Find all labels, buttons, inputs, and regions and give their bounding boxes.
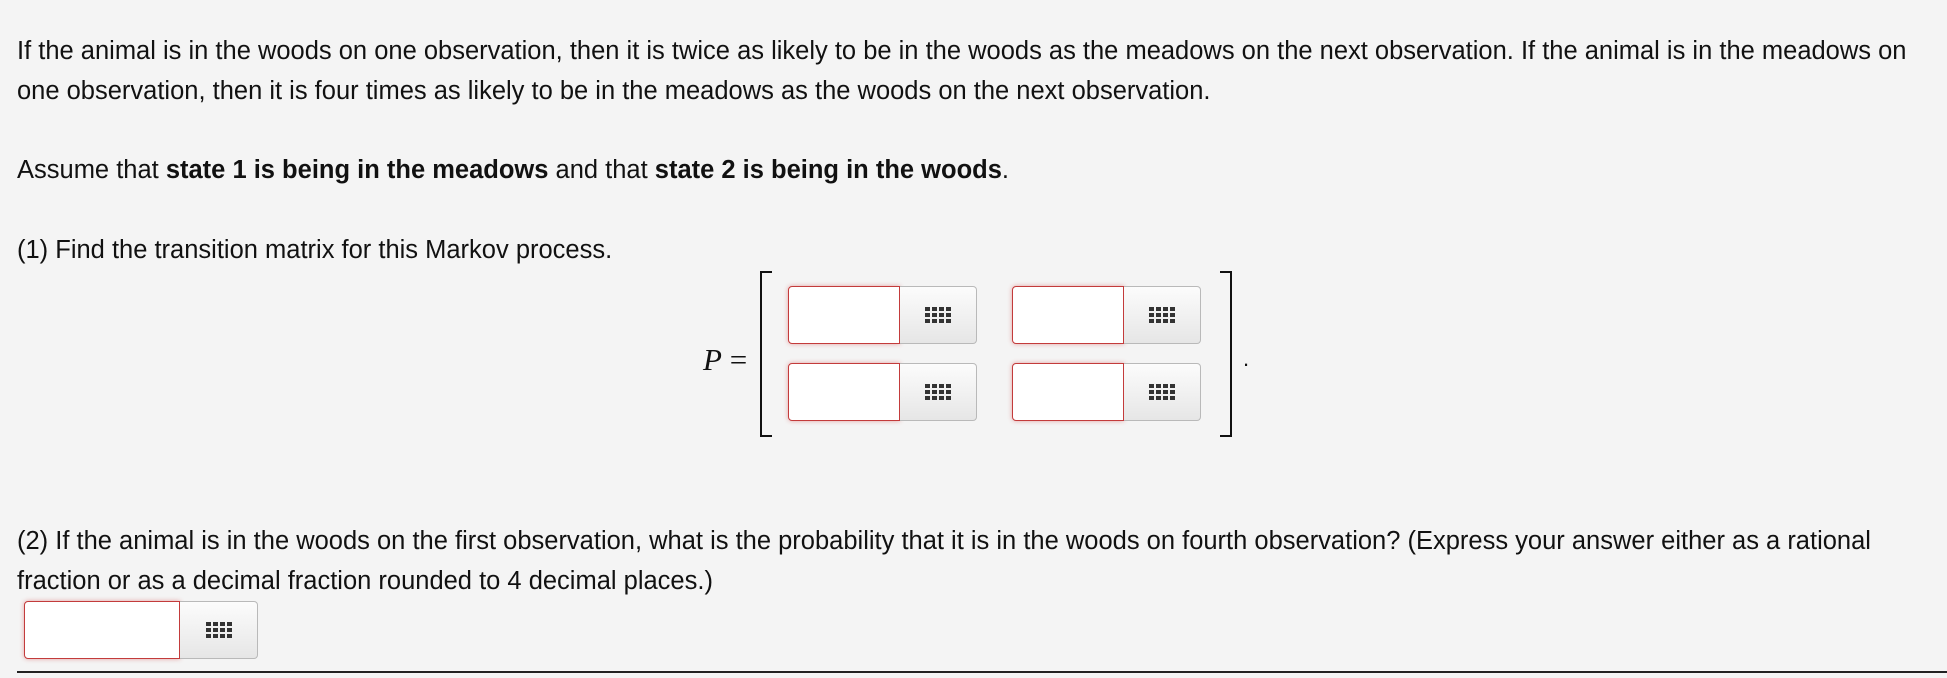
question-2-palette-button[interactable] xyxy=(180,601,258,659)
matrix-cell-1-1-input[interactable] xyxy=(788,286,900,344)
assume-suffix: . xyxy=(1001,156,1010,184)
matrix-cell-2-2-palette-button[interactable] xyxy=(1124,363,1201,421)
question-2-answer-input[interactable] xyxy=(24,601,180,659)
matrix-right-bracket xyxy=(1220,271,1232,437)
matrix-cell-2-1-palette-button[interactable] xyxy=(900,363,977,421)
grid-palette-icon xyxy=(925,384,951,400)
state-2-definition: state 2 is being in the woods xyxy=(654,156,1002,184)
matrix-cell-1-2-input[interactable] xyxy=(1012,286,1124,344)
state-assumption xyxy=(17,150,1009,190)
matrix-cell-2-1-input[interactable] xyxy=(788,363,900,421)
assume-prefix: Assume that xyxy=(17,156,166,184)
matrix-label xyxy=(703,338,747,382)
matrix-cell-2-2 xyxy=(1012,363,1201,421)
bottom-divider xyxy=(17,671,1947,673)
grid-palette-icon xyxy=(1149,307,1175,323)
matrix-cell-1-1 xyxy=(788,286,977,344)
grid-palette-icon xyxy=(925,307,951,323)
matrix-cell-1-2 xyxy=(1012,286,1201,344)
matrix-equals: = xyxy=(729,342,748,377)
matrix-symbol: P xyxy=(703,342,722,377)
assume-middle: and that xyxy=(548,156,655,184)
question-1-text: (1) Find the transition matrix for this Markov process. xyxy=(17,236,613,264)
question-2-text: (2) If the animal is in the woods on the first observation, what is the probability that it is in the woods on fourth observation? (Express your answer either as a rational fraction or as a decimal fraction rounded to 4 decimal places.) xyxy=(17,527,1871,595)
problem-intro: If the animal is in the woods on one observation, then it is twice as likely to be in the woods as the meadows on the next observation. If the animal is in the meadows on one observation, then it is four times as likely to be in the meadows as the woods on the next observation. xyxy=(17,37,1907,105)
grid-palette-icon xyxy=(1149,384,1175,400)
matrix-cell-2-2-input[interactable] xyxy=(1012,363,1124,421)
state-1-definition: state 1 is being in the meadows xyxy=(165,156,549,184)
matrix-cell-1-2-palette-button[interactable] xyxy=(1124,286,1201,344)
grid-palette-icon xyxy=(206,622,232,638)
matrix-left-bracket xyxy=(760,271,772,437)
matrix-trailing-period: . xyxy=(1243,346,1250,371)
question-2-answer xyxy=(24,601,258,659)
matrix-cell-2-1 xyxy=(788,363,977,421)
matrix-cell-1-1-palette-button[interactable] xyxy=(900,286,977,344)
